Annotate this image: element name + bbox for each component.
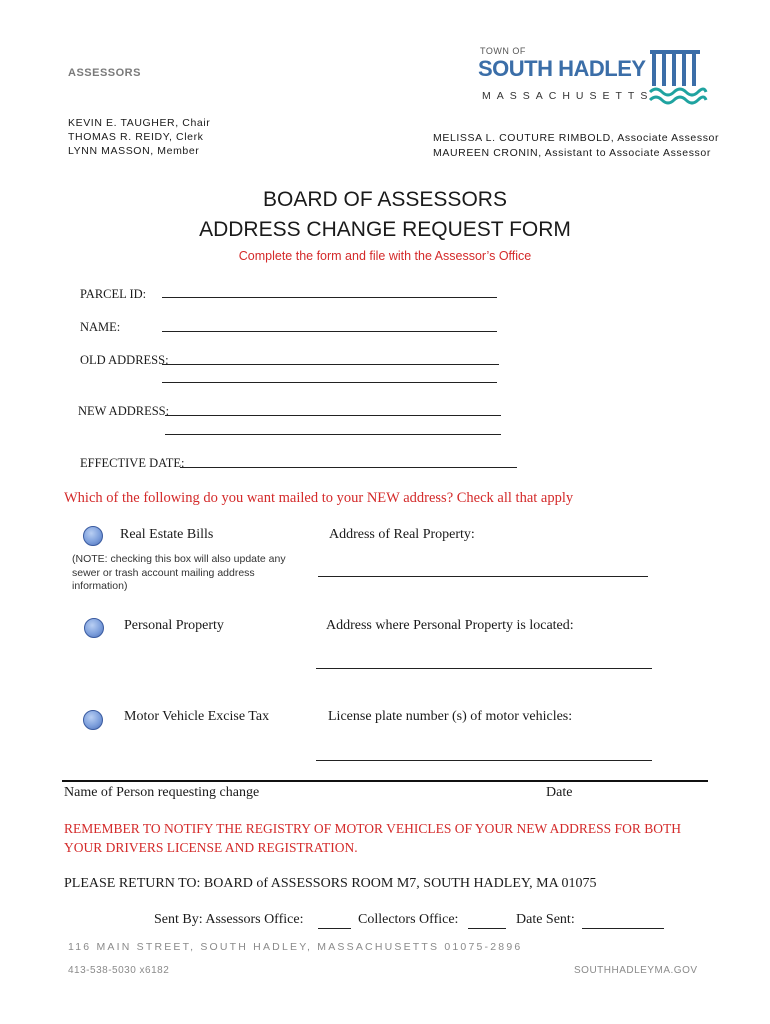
new-address-field-1[interactable]	[165, 415, 501, 416]
license-plate-field[interactable]	[316, 760, 652, 761]
logo-waves-icon	[648, 46, 710, 108]
sent-by-field[interactable]	[318, 928, 351, 929]
parcel-id-field[interactable]	[162, 297, 497, 298]
page-subtitle: Complete the form and file with the Assessor’s Office	[238, 249, 532, 263]
collectors-office-label: Collectors Office:	[358, 912, 459, 927]
date-sent-label: Date Sent:	[516, 912, 575, 927]
parcel-id-label: PARCEL ID:	[80, 287, 147, 301]
real-property-address-field[interactable]	[318, 576, 648, 577]
effective-date-label: EFFECTIVE DATE:	[80, 456, 185, 470]
board-member-1: KEVIN E. TAUGHER, Chair	[68, 117, 211, 129]
page-title-line1: BOARD OF ASSESSORS	[263, 188, 507, 211]
personal-property-address-field[interactable]	[316, 668, 652, 669]
old-address-field-1[interactable]	[162, 364, 499, 365]
personal-property-address-label: Address where Personal Property is located:	[326, 618, 574, 633]
real-property-address-label: Address of Real Property:	[329, 527, 475, 542]
effective-date-field[interactable]	[180, 467, 517, 468]
town-logo	[470, 40, 720, 110]
mailing-question: Which of the following do you want mailed to your NEW address? Check all that apply	[64, 490, 574, 506]
staff-member-1: MELISSA L. COUTURE RIMBOLD, Associate Assessor	[433, 132, 720, 144]
staff-member-2: MAUREEN CRONIN, Assistant to Associate Assessor	[433, 147, 711, 159]
old-address-label: OLD ADDRESS:	[80, 353, 169, 367]
collectors-office-field[interactable]	[468, 928, 506, 929]
real-estate-note-1: (NOTE: checking this box will also update any	[72, 553, 286, 565]
real-estate-label: Real Estate Bills	[120, 527, 214, 542]
name-field[interactable]	[162, 331, 497, 332]
requester-name-label: Name of Person requesting change	[64, 785, 260, 800]
motor-vehicle-checkbox[interactable]	[83, 710, 103, 730]
personal-property-checkbox[interactable]	[84, 618, 104, 638]
logo-town-name: SOUTH HADLEY	[478, 56, 646, 81]
real-estate-note-2: sewer or trash account mailing address	[72, 567, 255, 579]
old-address-field-2[interactable]	[162, 382, 497, 383]
signature-line[interactable]	[62, 780, 708, 782]
sent-by-label: Sent By: Assessors Office:	[154, 912, 304, 927]
name-label: NAME:	[80, 320, 121, 334]
real-estate-note-3: information)	[72, 580, 128, 592]
board-member-2: THOMAS R. REIDY, Clerk	[68, 131, 204, 143]
personal-property-label: Personal Property	[124, 618, 224, 633]
license-plate-label: License plate number (s) of motor vehicles:	[328, 709, 573, 724]
reminder-line-2: YOUR DRIVERS LICENSE AND REGISTRATION.	[64, 840, 358, 855]
new-address-label: NEW ADDRESS:	[78, 404, 170, 418]
signature-date-label: Date	[546, 785, 573, 800]
new-address-field-2[interactable]	[165, 434, 501, 435]
logo-state: MASSACHUSETTS	[482, 90, 654, 102]
footer-address: 116 MAIN STREET, SOUTH HADLEY, MASSACHUSETTS 01075-2896	[68, 941, 523, 953]
motor-vehicle-label: Motor Vehicle Excise Tax	[124, 709, 270, 724]
return-instructions: PLEASE RETURN TO: BOARD of ASSESSORS ROOM M7, SOUTH HADLEY, MA 01075	[64, 876, 597, 891]
footer-website[interactable]: SOUTHHADLEYMA.GOV	[574, 965, 698, 976]
board-member-3: LYNN MASSON, Member	[68, 145, 200, 157]
page-title-line2: ADDRESS CHANGE REQUEST FORM	[199, 218, 571, 241]
logo-town-of: TOWN OF	[480, 46, 526, 56]
real-estate-checkbox[interactable]	[83, 526, 103, 546]
department-label: ASSESSORS	[68, 67, 141, 79]
footer-phone: 413-538-5030 x6182	[68, 965, 170, 976]
date-sent-field[interactable]	[582, 928, 664, 929]
reminder-line-1: REMEMBER TO NOTIFY THE REGISTRY OF MOTOR VEHICLES OF YOUR NEW ADDRESS FOR BOTH	[64, 821, 681, 836]
